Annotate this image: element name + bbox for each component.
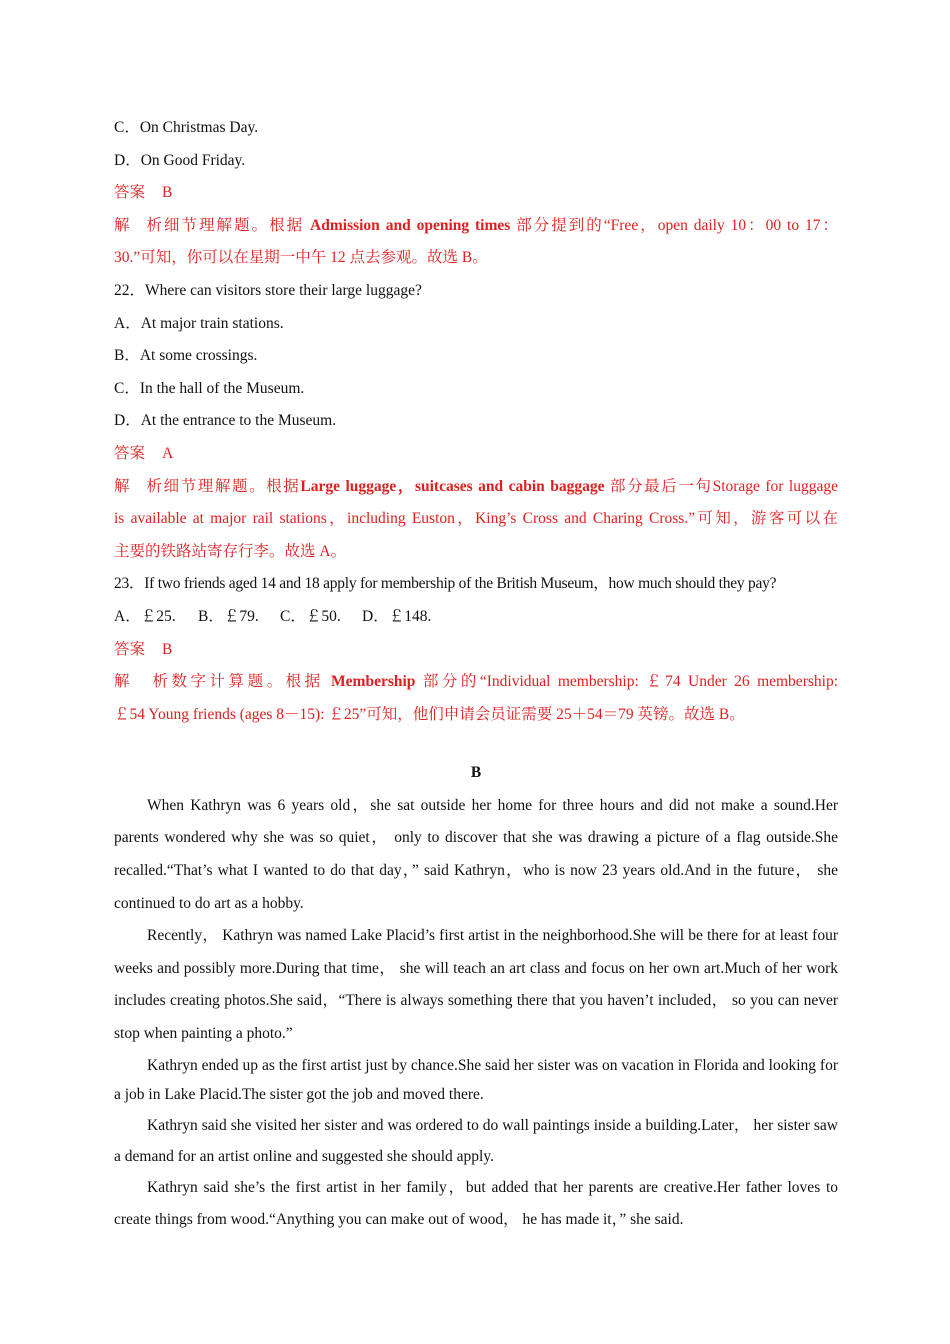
q23-option-a: A．￡25. [114,607,176,625]
answer-label: 答案 [114,640,146,658]
q21-explanation-line2: 30.”可知，你可以在星期一中午 12 点去参观。故选 B。 [114,249,488,267]
explanation-label: 解析 [114,673,168,691]
q23-question: 23．If two friends aged 14 and 18 apply for membership of the British Museum，how much should they pay? [114,575,777,593]
passage-paragraph-4: Kathryn said she visited her sister and was ordered to do wall paintings inside a building.Later， her sister saw a demand for an artist online and suggested she should apply. [114,1116,838,1165]
q23-option-b: B．￡79. [198,607,259,625]
passage-heading: B [470,764,482,782]
q22-option-d: D．At the entrance to the Museum. [114,412,337,430]
q22-option-b: B．At some crossings. [114,347,258,365]
q23-options [114,601,838,634]
explanation-label: 解析 [114,477,162,495]
passage-paragraph-3: Kathryn ended up as the first artist just by chance.She said her sister was on vacation in Florida and looking for a job in Lake Placid.The sister got the job and moved there. [114,1056,838,1104]
passage-paragraph-1: When Kathryn was 6 years old，she sat outside her home for three hours and did not make a sound.Her parents wondered why she was so quiet， only to discover that she was drawing a picture of a flag outside.She recalled.“That’s what I wanted to do that day，” said Kathryn，who is now 23 years old.And in the future， she continued to do art as a hobby. [114,796,838,912]
q23-option-c: C．￡50. [280,607,341,625]
explanation-label: 解析 [114,216,162,234]
q22-explanation-line1: 解析细节理解题。根据Large luggage，suitcases and cabin baggage 部分最后一句Storage for luggage [114,471,838,504]
passage-paragraph-5: Kathryn said she’s the first artist in her family，but added that her parents are creative.Her father loves to create things from wood.“Anything you can make out of wood， he has made it，” she said. [114,1178,838,1229]
answer-value: A [162,444,174,462]
q21-option-d: D．On Good Friday. [114,151,246,169]
q22-explanation-line2: is available at major rail stations，including Euston，King’s Cross and Charing Cross.”可知，游客可以在 [114,510,838,528]
keyword: Membership [331,673,416,691]
q23-explanation-line1: 解析数字计算题。根据 Membership 部分的“Individual membership: ￡74 Under 26 membership: [114,666,838,699]
document-page [114,112,838,1237]
keyword: Large luggage，suitcases and cabin baggage [300,477,605,495]
q21-answer [114,177,838,210]
answer-label: 答案 [114,184,146,202]
q22-answer [114,438,838,471]
q23-option-d: D．￡148. [362,607,432,625]
q22-option-a: A．At major train stations. [114,314,284,332]
q22-explanation-line3: 主要的铁路站寄存行李。故选 A。 [114,542,347,560]
q23-answer [114,634,838,667]
answer-label: 答案 [114,444,146,462]
q23-explanation-line2: ￡54 Young friends (ages 8－15): ￡25”可知，他们申请会员证需要 25＋54＝79 英镑。故选 B。 [114,705,745,723]
q22-question: 22．Where can visitors store their large luggage? [114,281,422,299]
q22-option-c: C．In the hall of the Museum. [114,379,305,397]
q21-option-c: C．On Christmas Day. [114,119,259,136]
q21-explanation-line1: 解析细节理解题。根据 Admission and opening times 部分提到的“Free，open daily 10：00 to 17： [114,210,838,243]
answer-value: B [162,640,173,658]
answer-value: B [162,184,173,202]
keyword: Admission and opening times [310,216,511,234]
passage-paragraph-2: Recently， Kathryn was named Lake Placid’s first artist in the neighborhood.She will be there for at least four weeks and possibly more.During that time， she will teach an art class and focus on her own art.Much of her work includes creating photos.She said，“There is always something there that you haven’t included， so you can never stop when painting a photo.” [114,927,838,1043]
